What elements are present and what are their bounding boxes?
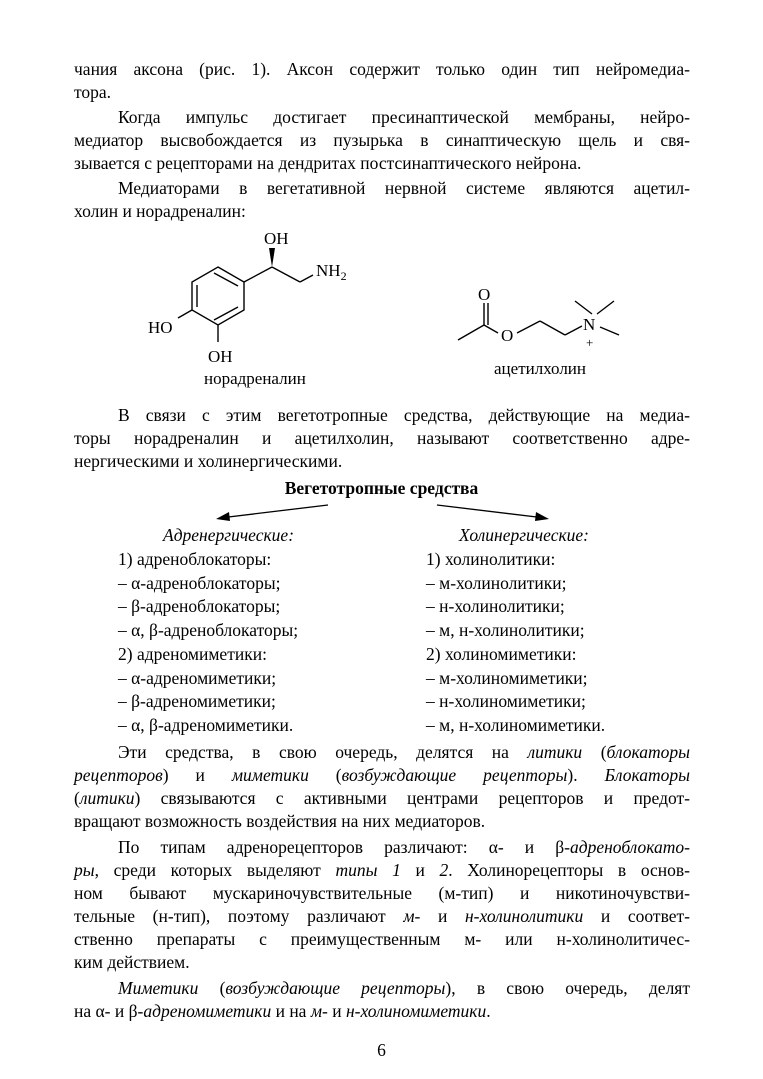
list-item: – н-холиномиметики; bbox=[426, 691, 586, 712]
para6-line2: ры, среди которых выделяют типы 1 и 2. Холинорецепторы в основ- bbox=[74, 860, 690, 880]
right-column-header: Холинергические: bbox=[459, 525, 589, 545]
para7-line2: на α- и β-адреномиметики и на м- и н-холиномиметики. bbox=[74, 1001, 491, 1021]
para3-line2: холин и норадреналин: bbox=[74, 201, 246, 221]
para2-line1: Когда импульс достигает пресинаптической мембраны, нейро- bbox=[118, 107, 690, 127]
scheme-title: Вегетотропные средства bbox=[284, 478, 479, 498]
list-item: – β-адреномиметики; bbox=[118, 691, 276, 712]
acetylcholine-n: N bbox=[583, 315, 596, 334]
list-item: – α-адреномиметики; bbox=[118, 667, 277, 688]
para4-line1: В связи с этим вегетотропные средства, действующие на медиа- bbox=[118, 405, 690, 425]
left-column-header: Адренергические: bbox=[163, 525, 295, 545]
list-item: – м, н-холинолитики; bbox=[426, 620, 585, 641]
list-item: – м-холинолитики; bbox=[426, 572, 567, 593]
para5-line3: (литики) связываются с активными центрами рецепторов и предот- bbox=[74, 788, 690, 808]
list-item: 2) холиномиметики: bbox=[426, 643, 577, 664]
acetylcholine-o-carbonyl: O bbox=[478, 285, 491, 304]
list-item: – α-адреноблокаторы; bbox=[118, 572, 281, 593]
arrow-right bbox=[437, 505, 545, 518]
noradrenaline-label: норадреналин bbox=[204, 369, 306, 388]
list-item: – α, β-адреноблокаторы; bbox=[118, 620, 299, 641]
acetylcholine-label: ацетилхолин bbox=[494, 359, 587, 378]
noradrenaline-ho: HO bbox=[148, 318, 173, 337]
para2-line2: медиатор высвобождается из пузырька в синаптическую щель и свя- bbox=[74, 130, 690, 150]
list-item: 1) адреноблокаторы: bbox=[118, 549, 272, 569]
list-item: 2) адреномиметики: bbox=[118, 643, 267, 664]
acetylcholine-charge: + bbox=[586, 335, 594, 350]
para4-line3: нергическими и холинергическими. bbox=[74, 451, 343, 471]
para6-line6: ким действием. bbox=[74, 952, 190, 972]
noradrenaline-oh-bottom: OH bbox=[208, 347, 233, 366]
para2-line3: зывается с рецепторами на дендритах постсинаптического нейрона. bbox=[74, 153, 582, 173]
noradrenaline-oh-top: OH bbox=[264, 229, 289, 248]
para6-line5: ственно препараты с преимущественным м- или н-холинолитичес- bbox=[74, 929, 690, 949]
para6-line3: ном бывают мускариночувствительные (м-тип) и никотиночувстви- bbox=[74, 883, 690, 903]
list-item: – м, н-холиномиметики. bbox=[426, 714, 606, 735]
para3-line1: Медиаторами в вегетативной нервной системе являются ацетил- bbox=[118, 178, 690, 198]
acetylcholine-o-ester: O bbox=[501, 326, 514, 345]
para5-line4: вращают возможность воздействия на них медиаторов. bbox=[74, 811, 486, 831]
para5-line1: Эти средства, в свою очередь, делятся на литики (блокаторы bbox=[118, 742, 690, 762]
para4-line2: торы норадреналин и ацетилхолин, называют соответственно адре- bbox=[74, 428, 690, 448]
para5-line2: рецепторов) и миметики (возбуждающие рецепторы). Блокаторы bbox=[74, 765, 691, 785]
list-item: 1) холинолитики: bbox=[426, 549, 556, 569]
left-column-list bbox=[118, 548, 298, 738]
para1-line1: чания аксона (рис. 1). Аксон содержит только один тип нейромедиа- bbox=[74, 59, 690, 79]
page-number: 6 bbox=[377, 1040, 386, 1060]
list-item: – α, β-адреномиметики. bbox=[118, 714, 294, 735]
para6-line4: тельные (н-тип), поэтому различают м- и н-холинолитики и соответ- bbox=[74, 906, 690, 926]
para6-line1: По типам адренорецепторов различают: α- и β-адреноблокато- bbox=[118, 837, 690, 857]
list-item: – н-холинолитики; bbox=[426, 596, 565, 617]
list-item: – м-холиномиметики; bbox=[426, 667, 588, 688]
arrow-left bbox=[220, 505, 328, 518]
para1-line2: тора. bbox=[74, 82, 112, 102]
noradrenaline-nh2: $NH_2$ bbox=[316, 261, 347, 283]
list-item: – β-адреноблокаторы; bbox=[118, 596, 281, 617]
right-column-list bbox=[426, 548, 605, 738]
para7-line1: Миметики (возбуждающие рецепторы), в свою очередь, делят bbox=[118, 978, 690, 998]
